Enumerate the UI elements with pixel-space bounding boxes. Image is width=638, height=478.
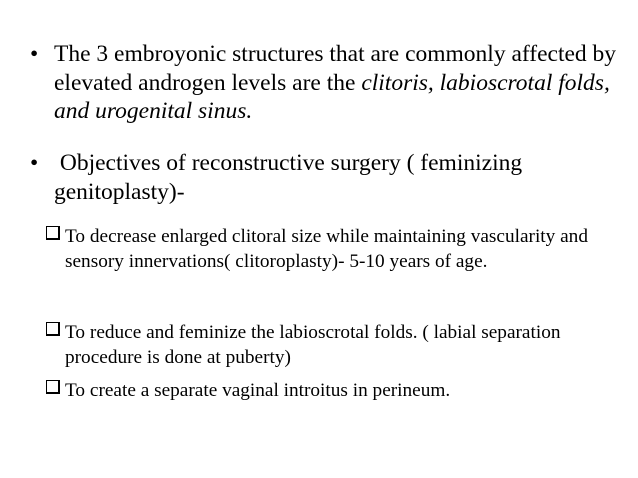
bullet-text: Objectives of reconstructive surgery ( feminizing genitoplasty)- bbox=[54, 150, 528, 205]
sub-bullet-clitoroplasty bbox=[46, 224, 606, 274]
hollow-square-icon bbox=[46, 226, 60, 240]
sub-bullet-text: To decrease enlarged clitoral size while maintaining vascularity and sensory innervations( clitoroplasty)- 5-10 years of age. bbox=[65, 226, 588, 272]
hollow-square-icon bbox=[46, 380, 60, 394]
sub-bullet-vaginal-introitus bbox=[46, 378, 606, 403]
bullet-text bbox=[54, 40, 620, 126]
sub-bullet-labial-separation bbox=[46, 320, 606, 370]
bullet-marker: • bbox=[30, 150, 39, 176]
bullet-text-plain: The 3 embroyonic structures that are commonly affected by elevated androgen levels are the bbox=[54, 41, 617, 96]
bullet-text-italic: clitoris, labioscrotal folds, and urogenital sinus. bbox=[54, 69, 610, 124]
sub-bullet-text: To create a separate vaginal introitus in perineum. bbox=[65, 380, 451, 401]
bullet-marker: • bbox=[30, 41, 39, 67]
hollow-square-icon bbox=[46, 322, 60, 336]
sub-bullet-text: To reduce and feminize the labioscrotal folds. ( labial separation procedure is done at puberty) bbox=[65, 322, 561, 368]
bullet-item-androgen-structures bbox=[30, 40, 620, 126]
bullet-item-objectives bbox=[30, 149, 620, 206]
